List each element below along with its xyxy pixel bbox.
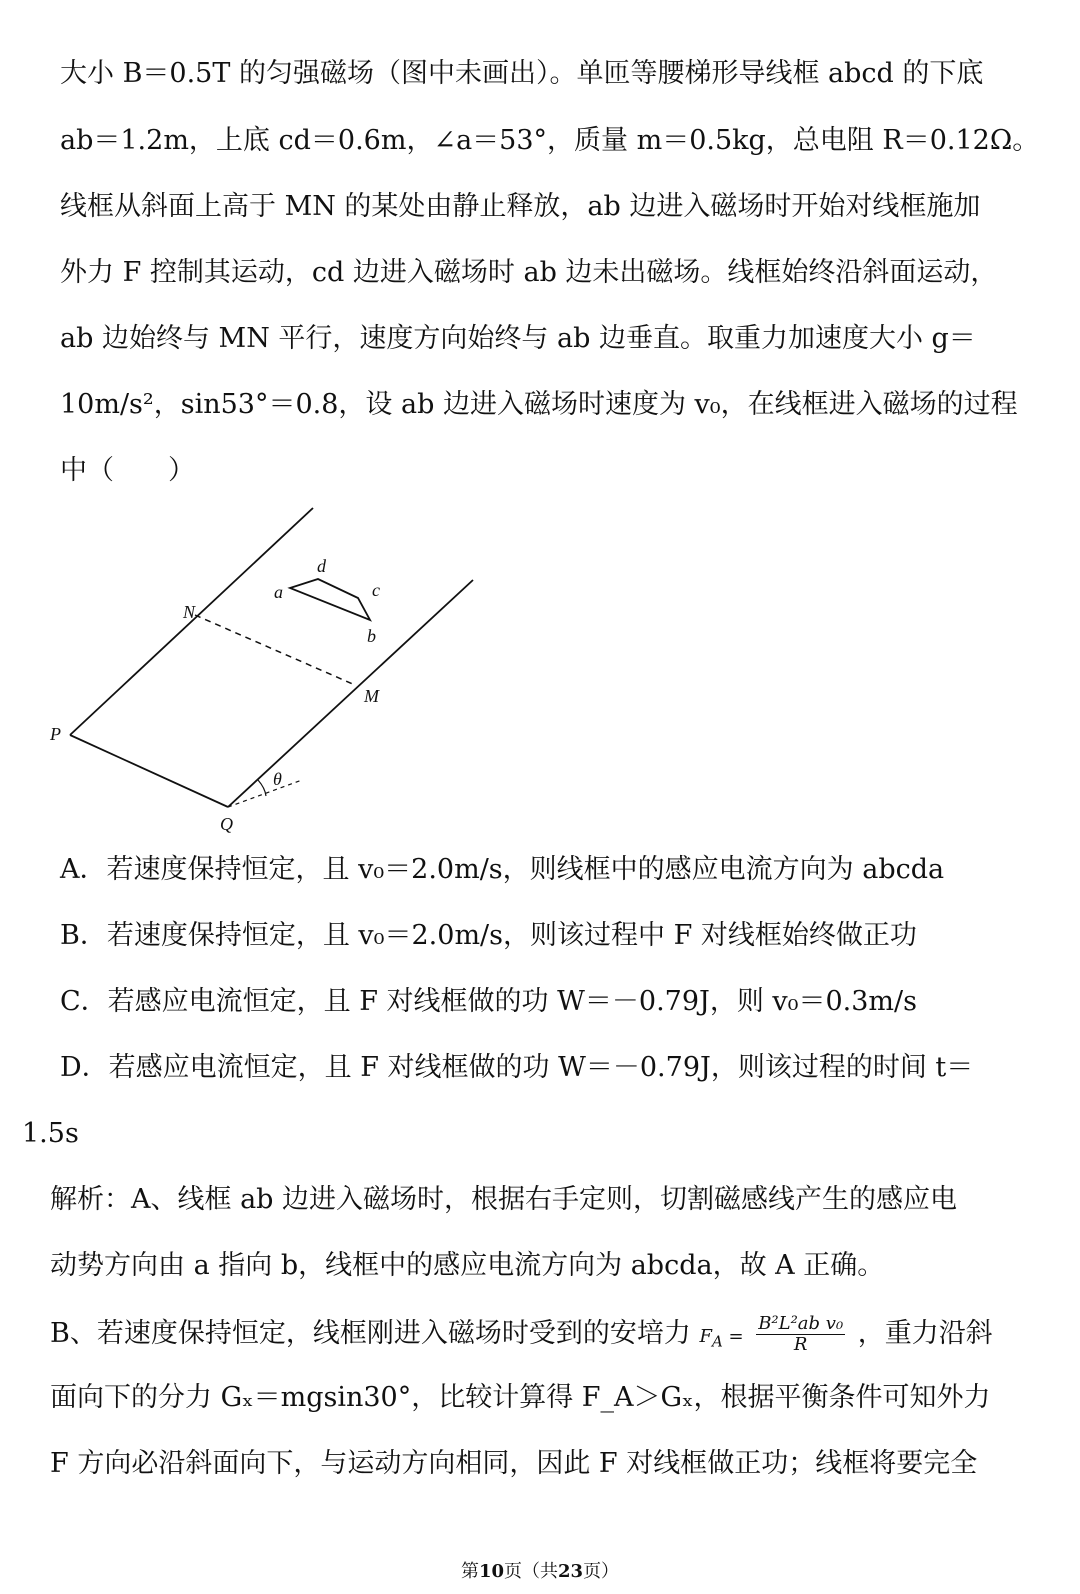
- trapezoid-frame: [290, 579, 370, 620]
- footer-middle: 页（共: [504, 1561, 558, 1582]
- solution-line-1: 解析：A、线框 ab 边进入磁场时，根据右手定则，切割磁感线产生的感应电: [50, 1184, 958, 1215]
- problem-line-2: ab＝1.2m，上底 cd＝0.6m，∠a＝53°，质量 m＝0.5kg，总电阻 R＝0.12Ω。: [60, 125, 1040, 156]
- solution-line-2: 动势方向由 a 指向 b，线框中的感应电流方向为 abcda，故 A 正确。: [50, 1250, 885, 1281]
- problem-line-5: ab 边始终与 MN 平行，速度方向始终与 ab 边垂直。取重力加速度大小 g＝: [60, 323, 976, 354]
- label-d: d: [317, 556, 326, 576]
- solution-line-4: 面向下的分力 Gₓ＝mgsin30°，比较计算得 F_A＞Gₓ，根据平衡条件可知外力: [50, 1382, 991, 1413]
- problem-line-6: 10m/s²，sin53°＝0.8，设 ab 边进入磁场时速度为 v₀，在线框进入磁场的过程: [60, 389, 1018, 420]
- label-P: P: [50, 724, 61, 744]
- solution-line-5: F 方向必沿斜面向下，与运动方向相同，因此 F 对线框做正功；线框将要完全: [50, 1448, 978, 1479]
- option-b: B．若速度保持恒定，且 v₀＝2.0m/s，则该过程中 F 对线框始终做正功: [60, 920, 917, 951]
- label-Q: Q: [220, 814, 233, 834]
- label-a: a: [274, 582, 283, 602]
- footer-prefix: 第: [460, 1561, 479, 1582]
- problem-line-1: 大小 B＝0.5T 的匀强磁场（图中未画出）。单匝等腰梯形导线框 abcd 的下底: [60, 58, 984, 89]
- boundary-mn: [195, 615, 355, 685]
- ampere-force-symbol: $F_A$ =: [699, 1326, 744, 1351]
- edge-pq: [70, 735, 228, 807]
- incline-diagram: [40, 500, 560, 860]
- label-M: M: [364, 686, 379, 706]
- label-c: c: [372, 580, 380, 600]
- formula-numerator: B²L²ab v₀: [758, 1313, 844, 1334]
- formula-denominator: R: [793, 1334, 808, 1355]
- label-N: N: [183, 602, 196, 622]
- footer-suffix: 页）: [583, 1561, 620, 1582]
- incline-figure-svg: [40, 500, 560, 860]
- problem-line-7: 中（ ）: [60, 455, 195, 486]
- footer-total-pages: 23: [558, 1561, 584, 1582]
- theta-arc: [258, 780, 266, 796]
- option-a: A．若速度保持恒定，且 v₀＝2.0m/s，则线框中的感应电流方向为 abcda: [60, 854, 945, 885]
- solution-line-3-tail: ，重力沿斜: [857, 1318, 993, 1349]
- problem-line-4: 外力 F 控制其运动，cd 边进入磁场时 ab 边未出磁场。线框始终沿斜面运动，: [60, 257, 998, 288]
- label-theta: θ: [273, 769, 282, 789]
- rail-right: [228, 580, 473, 807]
- page-footer: [0, 1560, 1080, 1584]
- label-b: b: [367, 626, 376, 646]
- problem-line-3: 线框从斜面上高于 MN 的某处由静止释放，ab 边进入磁场时开始对线框施加: [60, 191, 981, 222]
- option-c: C．若感应电流恒定，且 F 对线框做的功 W＝－0.79J，则 v₀＝0.3m/s: [60, 986, 917, 1017]
- solution-line-3-text: B、若速度保持恒定，线框刚进入磁场时受到的安培力: [50, 1318, 691, 1349]
- option-d-line-2: 1.5s: [22, 1118, 79, 1149]
- footer-page-number: 10: [478, 1561, 504, 1582]
- ampere-force-formula: [756, 1314, 845, 1355]
- solution-line-3: [50, 1314, 993, 1360]
- option-d-line-1: D．若感应电流恒定，且 F 对线框做的功 W＝－0.79J，则该过程的时间 t＝: [60, 1052, 974, 1083]
